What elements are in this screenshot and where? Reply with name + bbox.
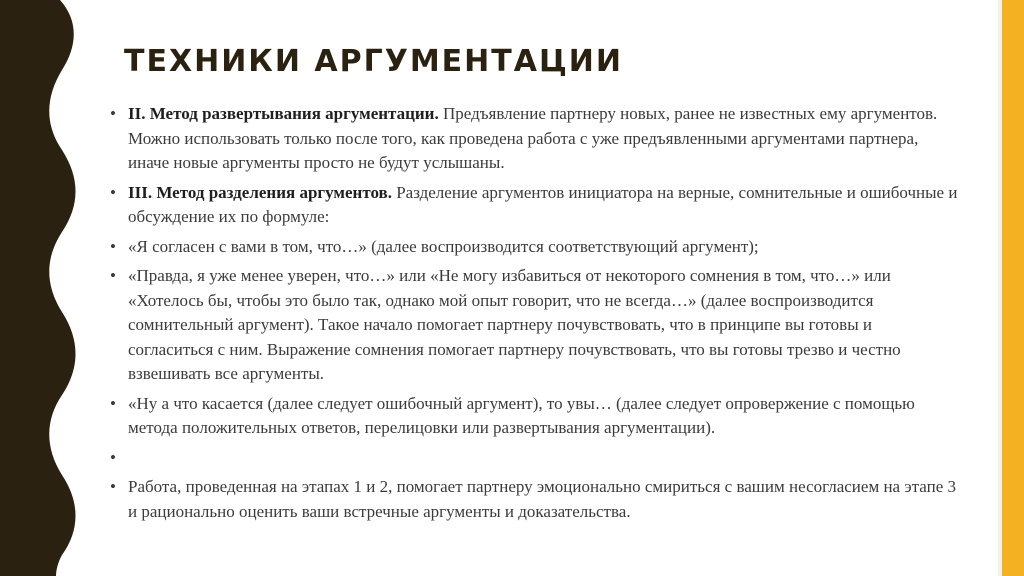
- bullet-marker: •: [110, 393, 116, 413]
- bullet-marker: •: [110, 266, 116, 285]
- item-heading: II. Метод развертывания аргументации.: [128, 104, 439, 123]
- item-text: Работа, проведенная на этапах 1 и 2, помогает партнеру эмоционально смириться с вашим несогласием на этапе 3 и рационально оценить ваши встречные аргументы и доказательства.: [128, 477, 956, 521]
- item-text: Разделение аргументов инициатора на верные, сомнительные и ошибочные и обсуждение их по формуле:: [128, 182, 958, 226]
- bullet-list: [110, 102, 960, 529]
- left-decorative-band: [0, 0, 80, 576]
- right-accent-band: [1002, 0, 1024, 576]
- bullet-marker: •: [110, 477, 116, 496]
- item-text: «Ну а что касается (далее следует ошибочный аргумент), то увы… (далее следует опровержение с помощью метода положительных ответов, перелицовки или развертывания аргументации).: [128, 393, 915, 437]
- list-item: [110, 181, 960, 230]
- item-text: Предъявление партнеру новых, ранее не известных ему аргументов. Можно использовать только после того, как проведена работа с уже предъявленными аргументами партнера, иначе новые аргументы просто не будут услышаны.: [128, 104, 938, 172]
- slide-title: ТЕХНИКИ АРГУМЕНТАЦИИ: [124, 44, 624, 79]
- list-item-empty: [110, 446, 960, 471]
- bullet-marker: •: [110, 447, 116, 467]
- list-item: [110, 475, 960, 524]
- list-item: [110, 235, 960, 260]
- bullet-marker: •: [110, 236, 116, 256]
- bullet-marker: •: [110, 182, 116, 202]
- list-item: [110, 392, 960, 441]
- bullet-marker: •: [110, 104, 116, 123]
- item-heading: III. Метод разделения аргументов.: [128, 182, 392, 202]
- item-text: «Я согласен с вами в том, что…» (далее воспроизводится соответствующий аргумент);: [128, 236, 759, 256]
- item-text: «Правда, я уже менее уверен, что…» или «Не могу избавиться от некоторого сомнения в том, что…» или «Хотелось бы, чтобы это было так, однако мой опыт говорит, что не всегда…» (далее воспроизводится сомнительный аргумент). Такое начало помогает партнеру почувствовать, что в принципе вы готовы и согласиться с ним. Выражение сомнения помогает партнеру почувствовать, что вы готовы трезво и честно взвешивать все аргументы.: [128, 266, 901, 383]
- list-item: [110, 102, 960, 176]
- list-item: [110, 264, 960, 387]
